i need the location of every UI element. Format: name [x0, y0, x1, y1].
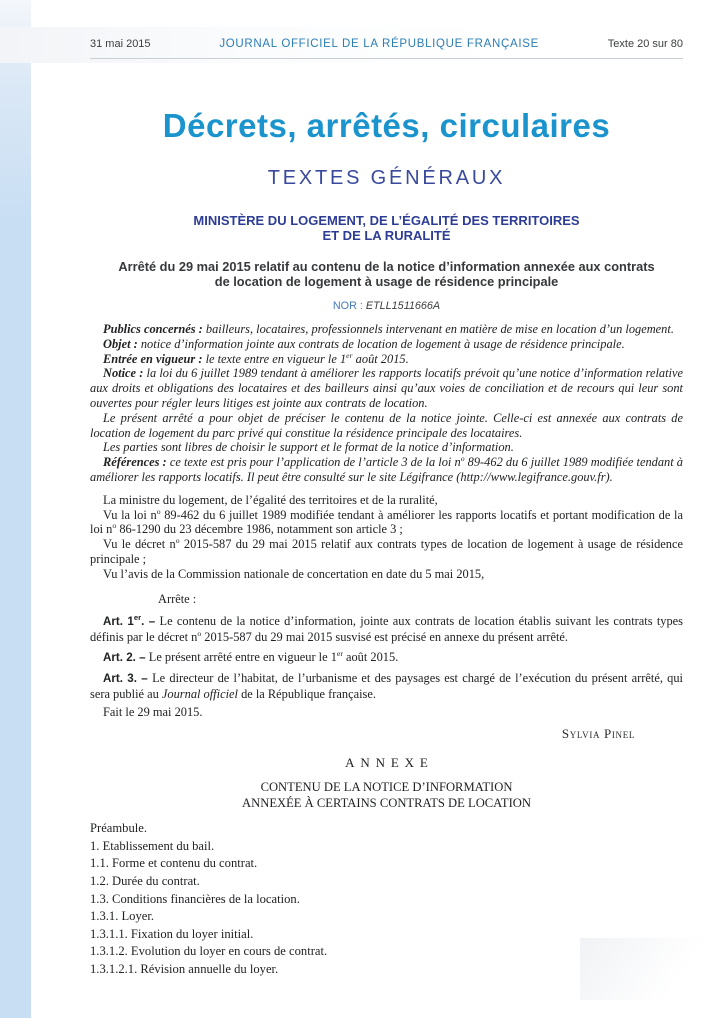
paragraph: Vu l’avis de la Commission nationale de concertation en date du 5 mai 2015, [103, 566, 485, 581]
nor-value: ETLL1511666A [365, 300, 441, 312]
toc-item: 1.2. Durée du contrat. [90, 873, 200, 888]
paragraph: Art. 3. – Le directeur de l’habitat, de l’urbanisme et des paysages est chargé de l’exécution du présent arrêté, qui sera publié au Journal officiel de la République française. [90, 670, 683, 701]
paragraph: Vu le décret $n^o$ 2015-587 du 29 mai 2015 relatif aux contrats types de location de logement à usage de résidence principale ; [90, 536, 683, 566]
annexe-subtitle-line-2: ANNEXÉE À CERTAINS CONTRATS DE LOCATION [242, 795, 531, 810]
decree-title-line-1: Arrêté du 29 mai 2015 relatif au contenu de la notice d’information annexée aux contrats [118, 259, 655, 274]
paragraph: Objet : notice d’information jointe aux contrats de location de logement à usage de résidence principale. [103, 336, 625, 351]
paragraph: Art. 1er. – Le contenu de la notice d’information, jointe aux contrats de location établis suivant les contrats types définis par le décret $n^o$ 2015-587 du 29 mai 2015 susvisé est précisé en annexe du présent arrêté. [90, 613, 683, 645]
paragraph: Publics concernés : bailleurs, locataires, professionnels intervenant en matière de mise en location d’un logement. [103, 322, 674, 336]
toc-item: 1.3.1.2. Evolution du loyer en cours de contrat. [90, 944, 328, 959]
paragraph: Vu la loi $n^o$ 89-462 du 6 juillet 1989 modifiée tendant à améliorer les rapports locatifs et portant modification de la loi $n^o$ 86-1290 du 23 décembre 1986, notamment son article 3 ; [90, 506, 683, 537]
paragraph: Le présent arrêté a pour objet de préciser le contenu de la notice jointe. Celle-ci est annexée aux contrats de location de logement du parc privé qui constitue la résidence principale des locataires. [90, 410, 683, 440]
decree-title [90, 259, 683, 289]
section-title: TEXTES GÉNÉRAUX [267, 167, 506, 189]
document-page [90, 0, 683, 978]
toc-item: 1. Etablissement du bail. [90, 838, 215, 853]
decree-body [90, 322, 683, 720]
paragraph: Art. 2. – Le présent arrêté entre en vigueur le 1er août 2015. [103, 648, 399, 664]
paragraph: Notice : la loi du 6 juillet 1989 tendant à améliorer les rapports locatifs prévoit qu’une notice d’information relative aux droits et obligations des locataires et des bailleurs ainsi qu’aux voies de conciliation et de recours qui leur sont ouvertes pour régler leurs litiges est jointe aux contrats de location. [90, 366, 683, 410]
annexe-subtitle [90, 780, 683, 811]
page-header [90, 38, 683, 50]
nor-line [90, 300, 683, 312]
annexe-heading: ANNEXE [345, 755, 434, 771]
journal-title: JOURNAL OFFICIEL DE LA RÉPUBLIQUE FRANÇAISE [219, 38, 539, 50]
ministry-line-2: ET DE LA RURALITÉ [322, 227, 451, 243]
paragraph: Arrête : [158, 591, 197, 606]
nor-label: NOR : [332, 300, 363, 312]
toc-item: Préambule. [90, 821, 148, 836]
ministry-name [90, 214, 683, 243]
ministry-line-1: MINISTÈRE DU LOGEMENT, DE L’ÉGALITÉ DES TERRITOIRES [193, 213, 580, 228]
left-margin-bar [0, 0, 31, 1018]
masthead-title: Décrets, arrêtés, circulaires [162, 107, 611, 144]
toc-item: 1.3.1.1. Fixation du loyer initial. [90, 926, 254, 941]
paragraph: La ministre du logement, de l’égalité des territoires et de la ruralité, [103, 492, 438, 507]
paragraph: Références : ce texte est pris pour l’application de l’article 3 de la loi $n^o$ 89-462 du 6 juillet 1989 modifiée tendant à améliorer les rapports locatifs. Il peut être consulté sur le site Légifrance (http://www.legifrance.gouv.fr). [90, 454, 684, 484]
annexe-subtitle-line-1: CONTENU DE LA NOTICE D’INFORMATION [260, 780, 513, 795]
paragraph: Entrée en vigueur : le texte entre en vigueur le 1er août 2015. [103, 350, 409, 366]
paragraph: Fait le 29 mai 2015. [103, 705, 203, 720]
header-rule [90, 58, 683, 59]
paragraph: Les parties sont libres de choisir le support et le format de la notice d’information. [103, 440, 514, 455]
header-date: 31 mai 2015 [90, 38, 151, 50]
decree-title-line-2: de location de logement à usage de résidence principale [214, 274, 559, 289]
annexe-toc [90, 820, 683, 978]
toc-item: 1.1. Forme et contenu du contrat. [90, 856, 258, 871]
header-text-ref: Texte 20 sur 80 [607, 38, 683, 50]
signature-name: Sylvia Pinel [561, 726, 635, 742]
toc-item: 1.3.1. Loyer. [90, 909, 155, 924]
toc-item: 1.3. Conditions financières de la location. [90, 891, 300, 906]
toc-item: 1.3.1.2.1. Révision annuelle du loyer. [90, 961, 279, 976]
